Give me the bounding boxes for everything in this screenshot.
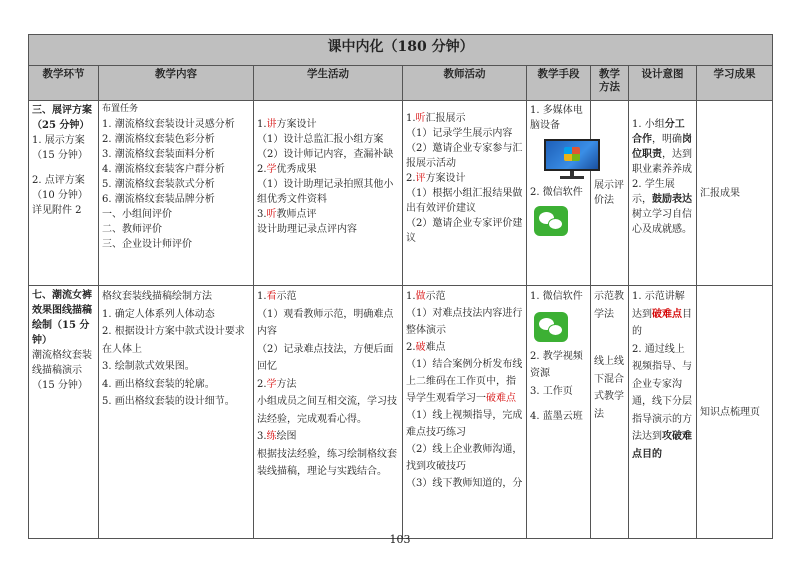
content-line: 3. 绘制款式效果图。 [102,361,195,372]
teacher-line: （1）对难点技法内容进行整体演示 [406,308,523,336]
student-line: （1）设计助理记录拍照其他小组优秀文件资料 [257,179,394,205]
outcome-cell [697,101,773,286]
content-line: 4. 画出格纹套装的轮廓。 [102,378,215,390]
outcome-text: 知识点梳理页 [700,406,760,418]
teacher-step: 1.做示范 [406,291,446,302]
teacher-line: （1）记录学生展示内容 [406,128,513,139]
content-line: 1. 潮流格纹套装设计灵感分析 [102,118,235,130]
content-line: 二、教师评价 [102,223,162,235]
student-line: （2）记录难点技法，方便后面回忆 [257,343,394,372]
means-cell [527,286,591,539]
student-step: 1.看示范 [257,291,297,302]
method-cell [591,286,629,539]
wechat-icon [534,206,568,236]
content-line: 格纹套装线描稿绘制方法 [102,291,212,302]
content-line: 5. 潮流格纹套装款式分析 [102,178,215,190]
header-method: 教学方法 [591,66,629,101]
stage-title: 三、展评方案（25 分钟） [32,105,92,131]
outcome-text: 汇报成果 [700,187,740,199]
teacher-line: （1）结合案例分析发布线上二维码在工作页中，指导学生观看学习一破难点 [406,359,523,404]
stage-title: 七、潮流女裤效果图线描稿绘制（15 分钟） [32,290,92,346]
student-line: 小组成员之间互相交流，学习技法经验，完成观看心得。 [257,396,397,425]
method-text: 线上线下混合式教学法 [594,356,624,420]
header-row [29,66,773,101]
header-student: 学生活动 [254,66,403,101]
header-means: 教学手段 [527,66,591,101]
intent-cell [629,286,697,539]
method-cell [591,101,629,286]
student-cell [254,286,403,539]
means-item: 4. 蓝墨云班 [530,411,583,422]
header-intent: 设计意图 [629,66,697,101]
student-step: 2.学优秀成果 [257,164,317,175]
content-line: 1. 确定人体系列人体动态 [102,308,215,320]
teacher-step: 2.评方案设计 [406,173,466,184]
content-line: 布置任务 [102,104,139,114]
content-line: 一、小组间评价 [102,208,172,220]
means-item: 1. 多媒体电脑设备 [530,105,583,131]
header-content: 教学内容 [99,66,254,101]
table-row [29,286,773,539]
teacher-cell [403,101,527,286]
header-stage: 教学环节 [29,66,99,101]
content-line: 5. 画出格纹套装的设计细节。 [102,396,235,407]
teacher-line: （3）线下教师知道的，分 [406,478,523,489]
stage-cell [29,101,99,286]
student-step: 3.练绘图 [257,431,297,442]
stage-line: 详见附件 2 [32,205,82,216]
student-line: 设计助理记录点评内容 [257,224,357,235]
stage-line: 1. 展示方案 [32,135,85,146]
student-step: 1.讲方案设计 [257,119,317,130]
stage-cell [29,286,99,539]
intent-cell [629,101,697,286]
page-number: 103 [389,533,411,546]
content-line: 4. 潮流格纹套装客户群分析 [102,163,225,175]
method-text: 示范教学法 [594,291,624,320]
header-teacher: 教师活动 [403,66,527,101]
content-cell [99,286,254,539]
student-line: （1）设计总监汇报小组方案 [257,134,384,145]
student-line: （1）观看教师示范，明确难点内容 [257,308,394,337]
content-line: 三、企业设计师评价 [102,238,192,250]
outcome-cell [697,286,773,539]
stage-line: 潮流格纹套装线描稿演示（15 分钟） [32,350,92,391]
intent-line: 1. 示范讲解达到破难点目的 [632,291,692,337]
content-line: 2. 潮流格纹套装色彩分析 [102,133,215,145]
means-item: 2. 教学视频资源 [530,350,583,379]
teacher-line: （1）根据小组汇报结果做出有效评价建议 [406,188,523,214]
intent-line: 2. 通过线上视频指导、与企业专家沟通，线下分层指导演示的方法达到攻破难点目的 [632,343,692,460]
content-line: 6. 潮流格纹套装品牌分析 [102,193,215,205]
teacher-cell [403,286,527,539]
table-title: 课中内化（180 分钟） [29,35,773,66]
student-cell [254,101,403,286]
student-line: 根据技法经验，练习绘制格纹套装线描稿，理论与实践结合。 [257,448,397,477]
student-line: （2）设计师记内容，查漏补缺 [257,149,394,160]
content-line: 3. 潮流格纹套装面料分析 [102,148,215,160]
stage-line: （10 分钟） [32,190,88,201]
means-item: 3. 工作页 [530,385,573,397]
intent-line: 1. 小组分工合作，明确岗位职责，达到职业素养养成 [632,119,692,175]
teacher-line: （2）邀请企业专家参与汇报展示活动 [406,143,523,169]
stage-line: 2. 点评方案 [32,175,85,186]
stage-line: （15 分钟） [32,150,88,161]
wechat-icon [534,312,568,342]
computer-screen-icon [544,139,600,179]
student-step: 3.听教师点评 [257,209,317,220]
teacher-line: （2）线上企业教师沟通，找到攻破技巧 [406,444,523,472]
means-cell [527,101,591,286]
teacher-line: （1）线上视频指导，完成难点技巧练习 [406,410,523,438]
teacher-step: 2.破难点 [406,342,446,353]
means-item: 1. 微信软件 [530,291,583,302]
teacher-step: 1.听汇报展示 [406,113,466,124]
header-outcome: 学习成果 [697,66,773,101]
table-row [29,101,773,286]
intent-line: 2. 学生展示，鼓励表达树立学习自信心及成就感。 [632,179,692,235]
student-step: 2.学方法 [257,378,297,390]
lesson-plan-table [28,34,773,539]
content-line: 2. 根据设计方案中款式设计要求在人体上 [102,326,245,355]
method-text: 展示评价法 [594,180,624,206]
means-item: 2. 微信软件 [530,187,583,198]
teacher-line: （2）邀请企业专家评价建议 [406,218,523,244]
content-cell [99,101,254,286]
